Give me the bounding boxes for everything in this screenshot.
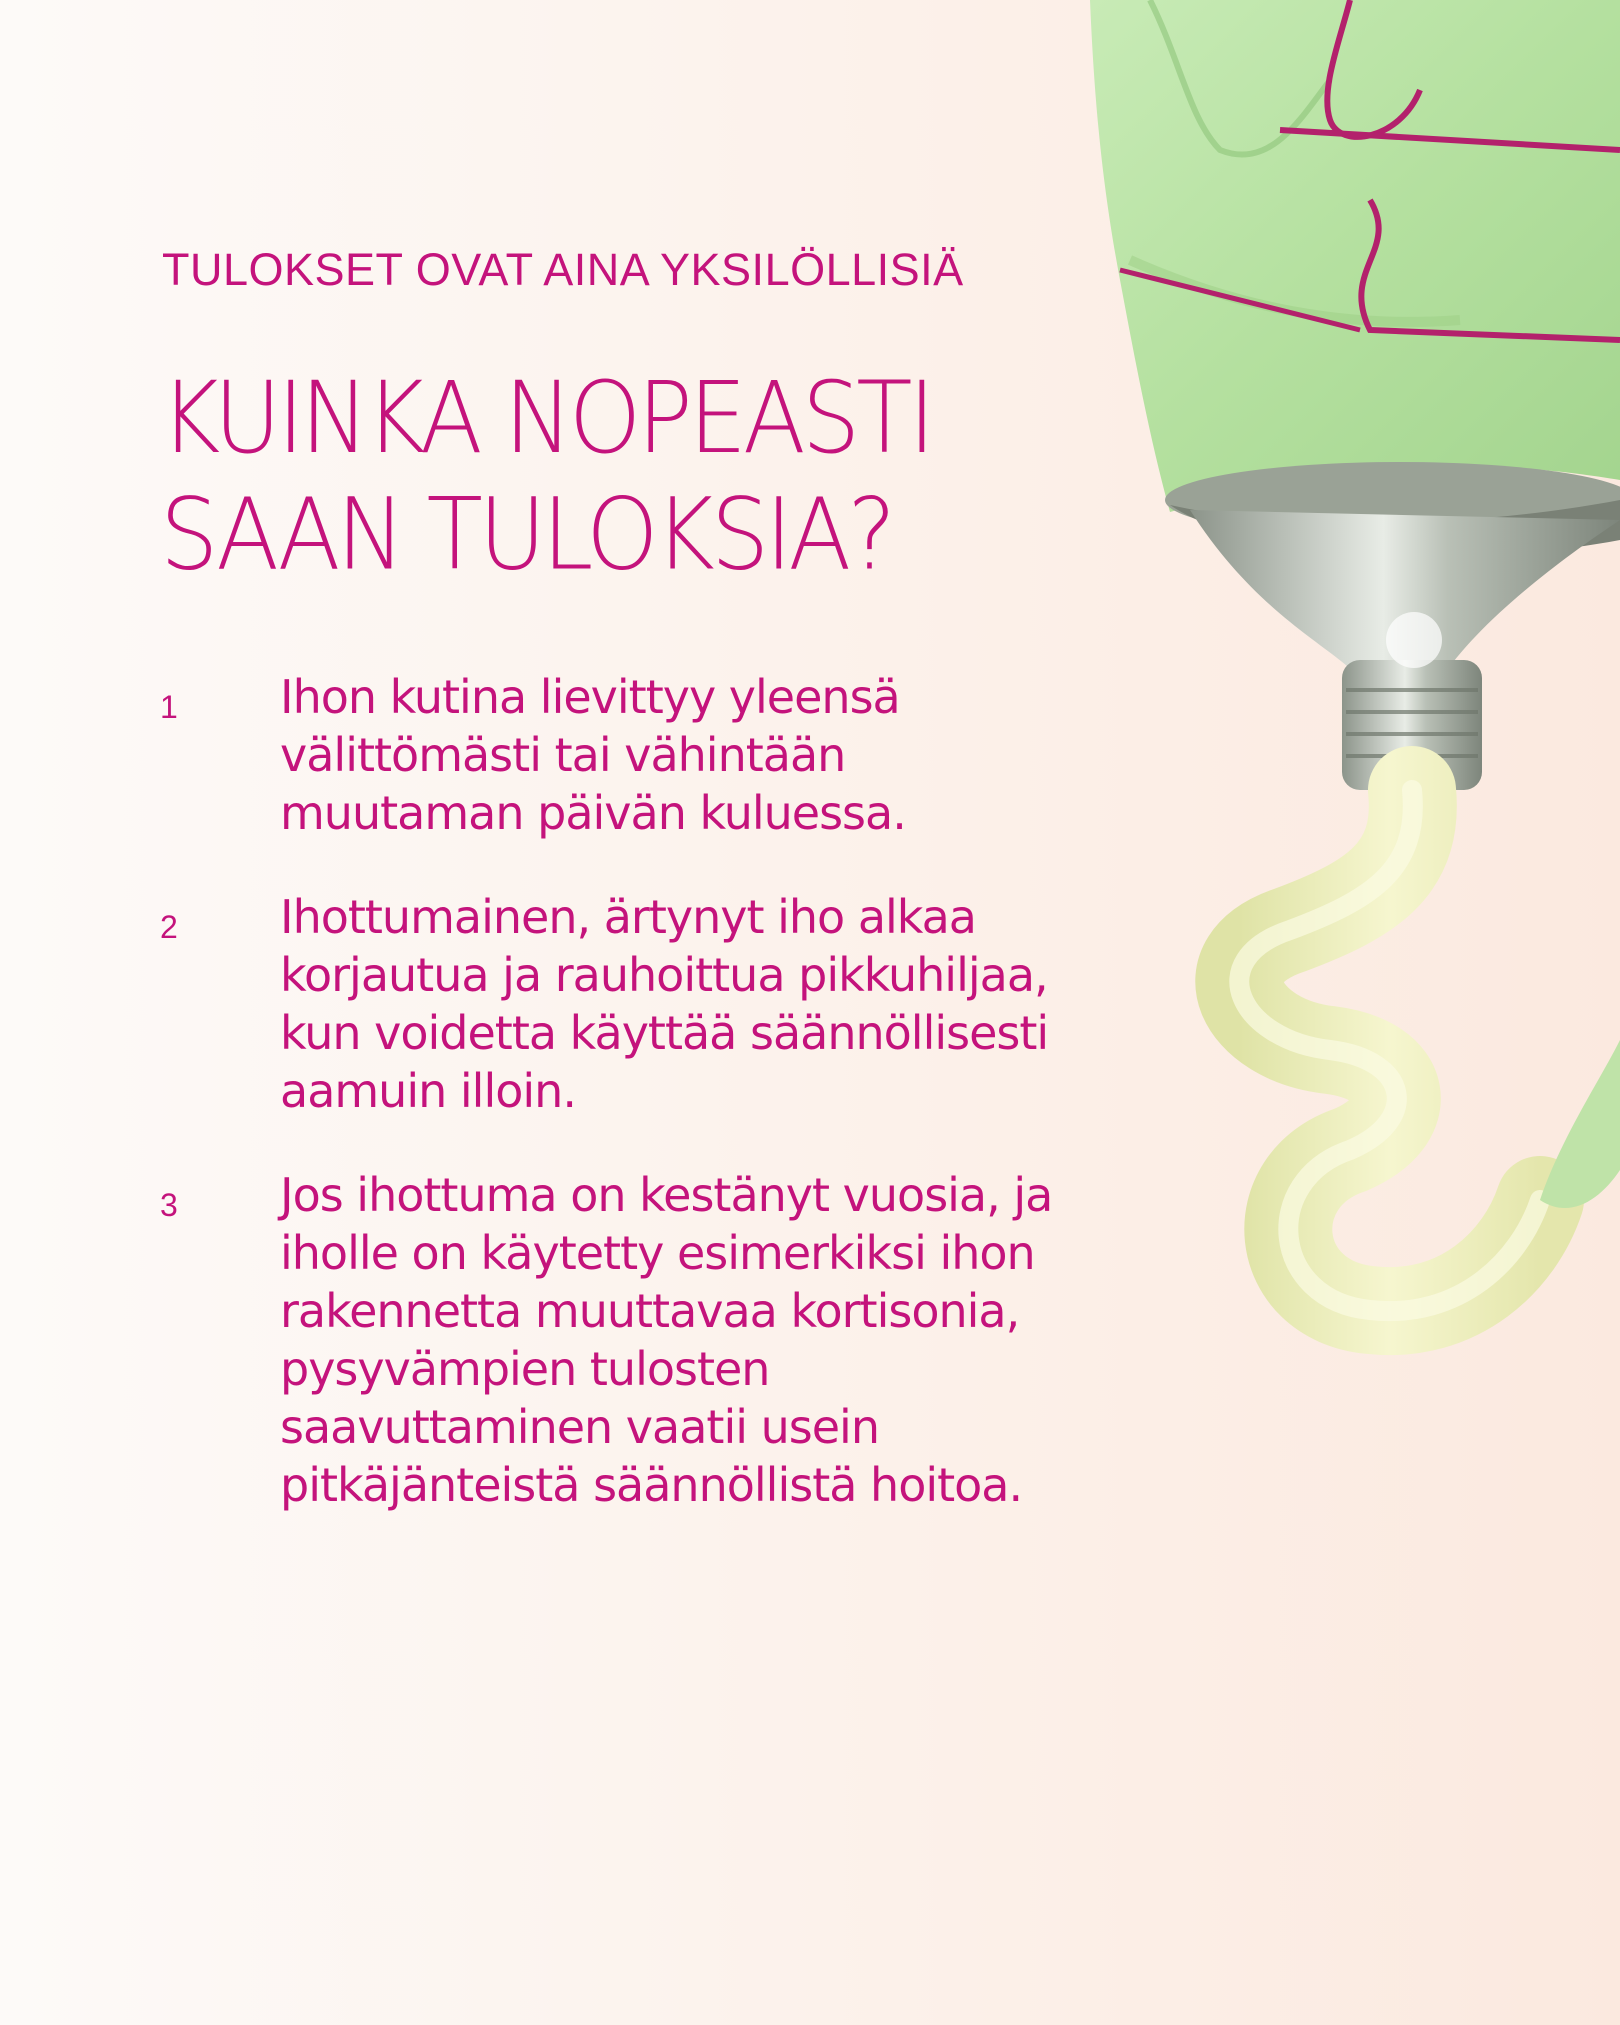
step-item-1	[160, 668, 1060, 842]
step-item-3	[160, 1166, 1060, 1514]
step-number: 3	[160, 1187, 178, 1223]
cream-tube-image	[1040, 0, 1620, 1400]
tube-body	[1090, 0, 1620, 512]
step-text: Jos ihottuma on kestänyt vuosia, ja iholle on käytetty esimerkiksi ihon rakennetta muuttavaa kortisonia, pysyvämpien tulosten saavuttaminen vaatii usein pitkäjänteistä säännöllistä hoitoa.	[280, 1168, 1053, 1512]
title-line-1: KUINKA NOPEASTI	[160, 360, 932, 476]
step-text: Ihottumainen, ärtynyt iho alkaa korjautua ja rauhoittua pikkuhiljaa, kun voidetta käyttää säännöllisesti aamuin illoin.	[280, 890, 1049, 1118]
title-line-2: SAAN TULOKSIA?	[160, 476, 893, 593]
steps-list	[160, 668, 1060, 1560]
page-title	[160, 360, 1060, 593]
step-item-2	[160, 888, 1060, 1120]
step-number: 2	[160, 909, 178, 945]
step-text: Ihon kutina lievittyy yleensä välittömästi tai vähintään muutaman päivän kuluessa.	[280, 670, 906, 840]
step-number: 1	[160, 689, 178, 725]
eyebrow-text: TULOKSET OVAT AINA YKSILÖLLISIÄ	[162, 244, 964, 295]
